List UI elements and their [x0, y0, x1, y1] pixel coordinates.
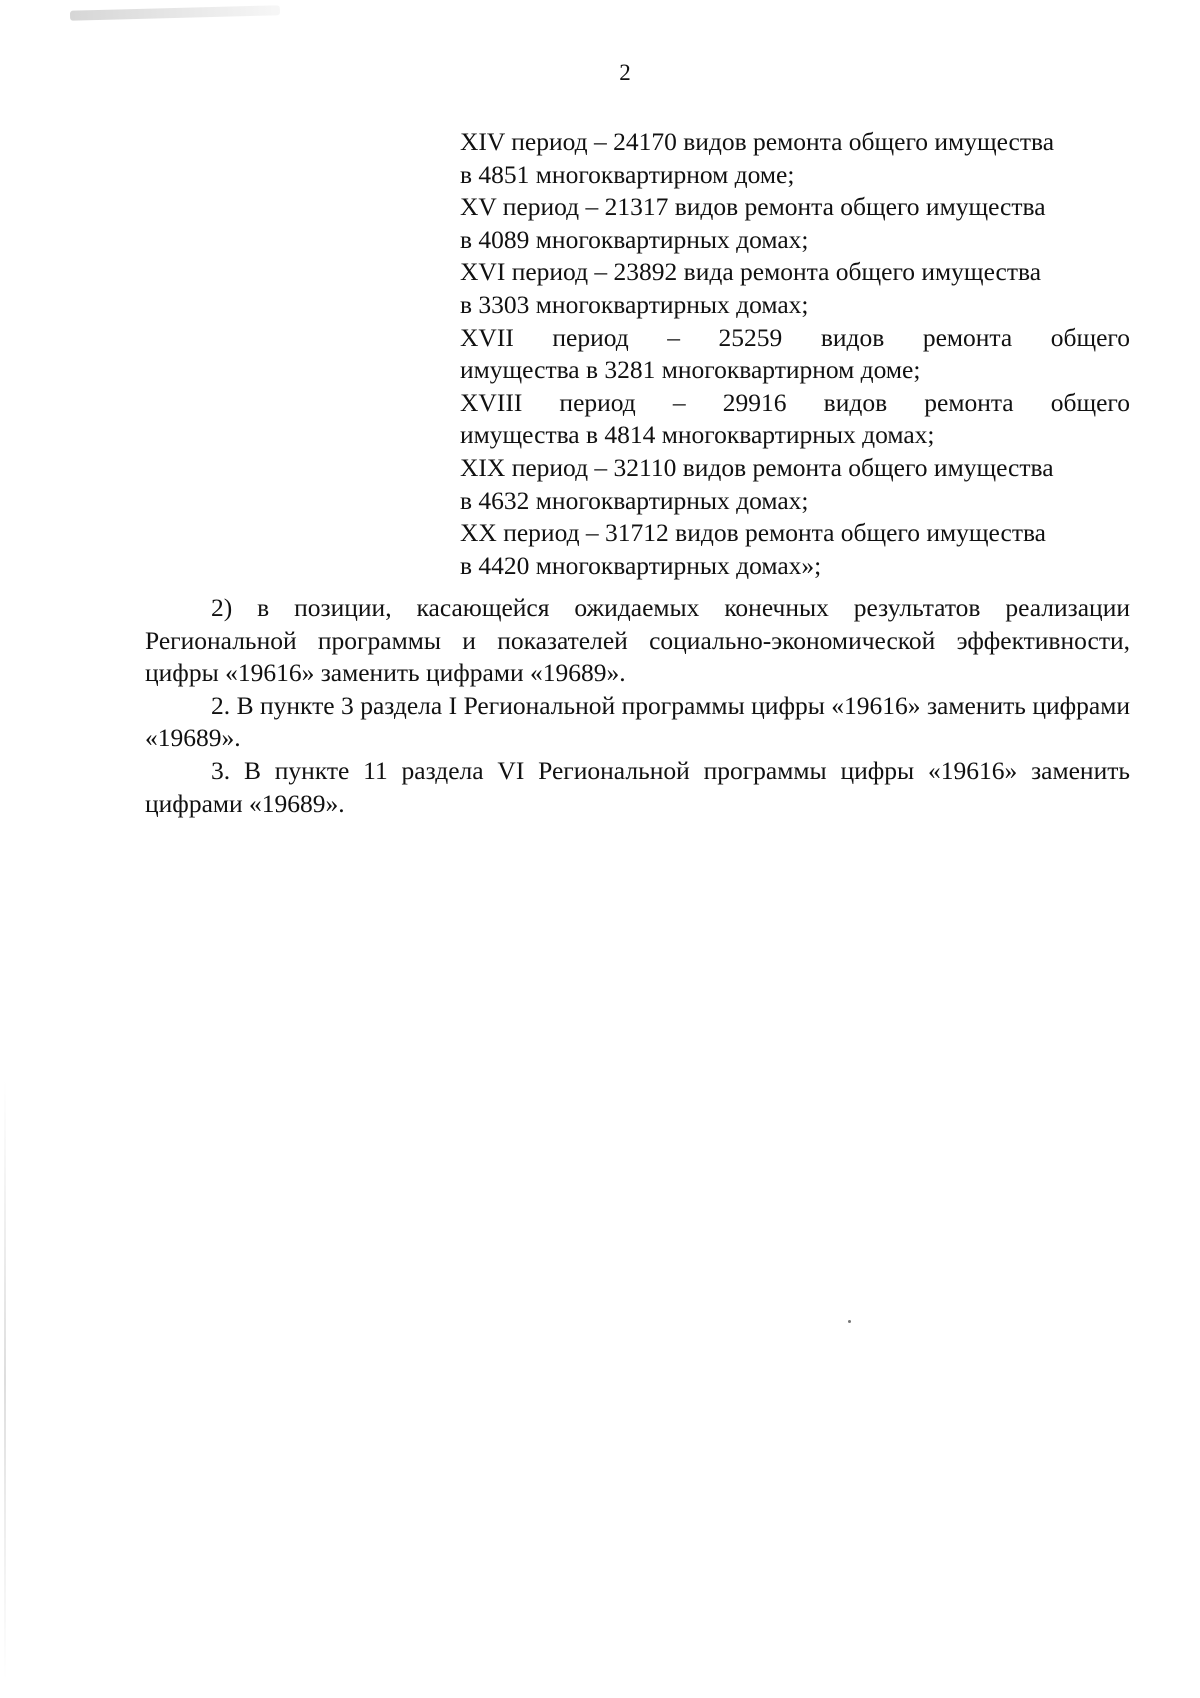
period-item-xvii [460, 322, 1130, 387]
period-item-xviii [460, 387, 1130, 452]
period-line: в 4632 многоквартирных домах; [460, 485, 809, 515]
body-paragraphs [145, 592, 1130, 820]
period-line: XX период – 31712 видов ремонта общего имущества [460, 518, 1046, 548]
period-list [460, 126, 1130, 582]
period-item-xvi [460, 256, 1130, 321]
period-item-xx [460, 517, 1130, 582]
period-line: в 3303 многоквартирных домах; [460, 289, 809, 319]
period-item-xix [460, 452, 1130, 517]
period-line: XIX период – 32110 видов ремонта общего имущества [460, 452, 1054, 482]
period-item-xv [460, 191, 1130, 256]
period-line: XIV период – 24170 видов ремонта общего имущества [460, 127, 1055, 156]
scan-speck [848, 1320, 851, 1323]
paragraph-item-2: 2. В пункте 3 раздела I Региональной программы цифры «19616» заменить цифрами «19689». [145, 690, 1130, 753]
page-number: 2 [619, 60, 631, 85]
period-line: имущества в 3281 многоквартирном доме; [460, 355, 921, 385]
period-line: XVII период – 25259 видов ремонта общего [460, 322, 1130, 352]
period-line: в 4420 многоквартирных домах»; [460, 550, 822, 580]
period-line: XVI период – 23892 вида ремонта общего имущества [460, 257, 1042, 287]
period-item-xiv [460, 126, 1130, 191]
period-line: XV период – 21317 видов ремонта общего имущества [460, 192, 1046, 222]
period-line: в 4089 многоквартирных домах; [460, 224, 809, 254]
scan-artifact-edge [4, 1080, 6, 1680]
period-line: XVIII период – 29916 видов ремонта общего [460, 387, 1130, 417]
paragraph-subitem-2: 2) в позиции, касающейся ожидаемых конечных результатов реализации Региональной программы и показателей социально-экономической эффективности, цифры «19616» заменить цифрами «19689». [145, 593, 1130, 688]
period-line: в 4851 многоквартирном доме; [460, 159, 795, 189]
paragraph-item-3: 3. В пункте 11 раздела VI Региональной программы цифры «19616» заменить цифрами «19689». [145, 755, 1130, 818]
scan-artifact-top [70, 5, 280, 20]
period-line: имущества в 4814 многоквартирных домах; [460, 420, 935, 450]
